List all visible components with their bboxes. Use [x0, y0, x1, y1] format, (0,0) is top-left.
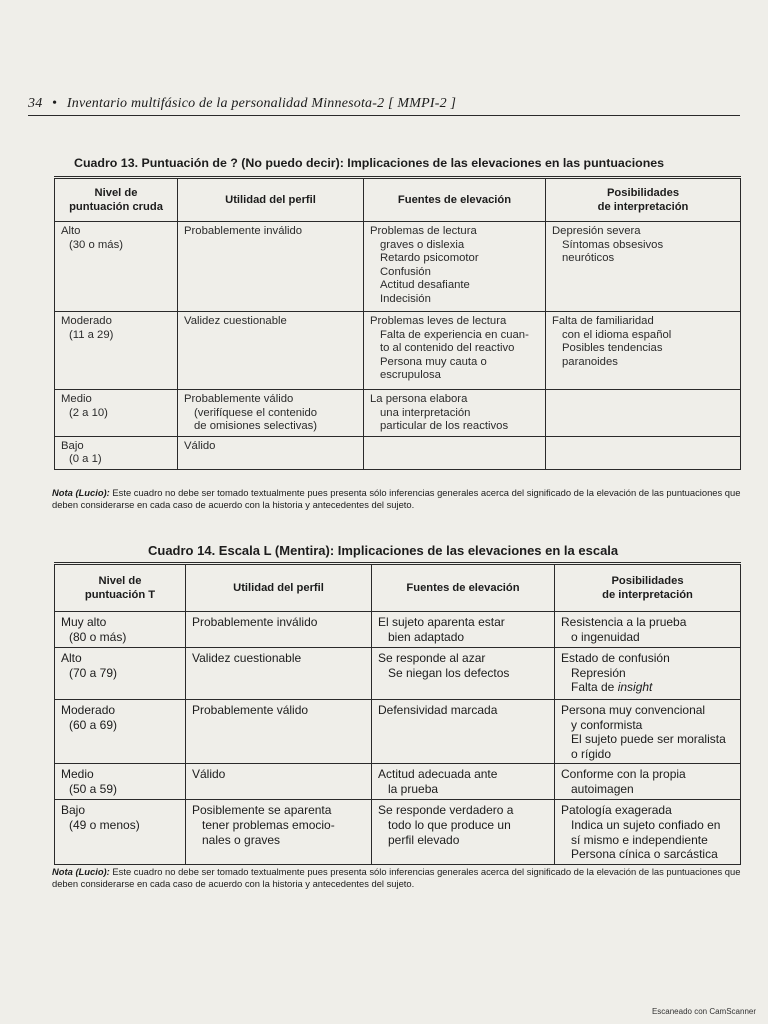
cell-line: Posiblemente se aparenta	[192, 803, 332, 818]
cell-fuentes	[372, 648, 555, 700]
cell-line: nales o graves	[202, 832, 281, 847]
cell-line: Probablemente válido	[184, 393, 294, 405]
table-row	[55, 222, 741, 312]
cell-posibilidades	[546, 436, 741, 469]
cell-line: bien adaptado	[388, 629, 465, 644]
cell-line: Depresión severa	[552, 225, 641, 237]
cell-line: Persona cínica o sarcástica	[571, 847, 718, 862]
column-header	[555, 564, 741, 612]
cuadro14-table	[54, 562, 741, 865]
cell-line: Persona muy cauta o	[380, 355, 487, 368]
cell-line: Moderado	[61, 315, 112, 327]
column-header-line: Utilidad del perfil	[225, 193, 316, 206]
column-header	[55, 564, 186, 612]
note-label: Nota (Lucio):	[52, 487, 110, 498]
cell-line: Se responde verdadero a	[378, 803, 514, 818]
cell-line: Indecisión	[380, 292, 431, 305]
cell-fuentes	[372, 800, 555, 864]
cell-line: Síntomas obsesivos	[562, 238, 664, 251]
column-header-line: Posibilidades	[611, 575, 684, 588]
header-bullet: •	[52, 96, 58, 111]
cell-line: o rígido	[571, 746, 612, 761]
cell-utilidad	[186, 612, 372, 648]
cell-posibilidades	[555, 700, 741, 764]
cell-line: Se responde al azar	[378, 651, 486, 665]
cell-line: El sujeto puede ser moralista	[571, 732, 726, 747]
cell-line: (70 a 79)	[69, 665, 118, 680]
cell-line: (49 o menos)	[69, 817, 140, 832]
table-header-row	[55, 178, 741, 222]
cell-line: to al contenido del reactivo	[380, 342, 515, 355]
cell-utilidad	[178, 222, 364, 312]
cell-utilidad	[178, 436, 364, 469]
cell-line: Probablemente inválido	[184, 225, 303, 237]
cell-line: (2 a 10)	[69, 406, 108, 419]
column-header	[55, 178, 178, 222]
column-header-line: Utilidad del perfil	[233, 581, 324, 594]
cuadro13-table	[54, 176, 741, 470]
cell-posibilidades	[555, 764, 741, 800]
cell-line: Validez cuestionable	[184, 315, 287, 327]
cell-line: Probablemente válido	[192, 703, 309, 717]
cell-nivel	[55, 222, 178, 312]
cuadro14-note	[52, 866, 762, 889]
cell-posibilidades	[555, 648, 741, 700]
column-header-line: puntuación cruda	[69, 200, 163, 213]
note-text: Este cuadro no debe ser tomado textualmente pues presenta sólo inferencias generales acerca del significado de la elevación de las puntuaciones que deben considerarse en cada caso de acuerdo con la historia y antecedentes del sujeto.	[52, 866, 741, 889]
cell-line: tener problemas emocio-	[202, 817, 335, 832]
cell-line: Medio	[61, 767, 94, 782]
column-header	[178, 178, 364, 222]
cell-line: Validez cuestionable	[192, 651, 302, 665]
cell-line: Resistencia a la prueba	[561, 615, 687, 629]
table-row	[55, 648, 741, 700]
cell-utilidad	[186, 764, 372, 800]
cell-nivel	[55, 800, 186, 864]
cell-fuentes	[364, 436, 546, 469]
cell-nivel	[55, 764, 186, 800]
cell-line: Indica un sujeto confiado en	[571, 817, 721, 832]
cell-nivel	[55, 648, 186, 700]
cell-posibilidades	[546, 222, 741, 312]
cell-line: Bajo	[61, 803, 86, 818]
table-row	[55, 390, 741, 437]
cell-line: graves o dislexia	[380, 238, 465, 251]
table-row	[55, 700, 741, 764]
cell-fuentes	[364, 312, 546, 390]
cell-line: El sujeto aparenta estar	[378, 615, 505, 629]
table-row	[55, 764, 741, 800]
cell-line: Persona muy convencional	[561, 703, 706, 717]
cell-line: Alto	[61, 651, 82, 665]
cuadro14-title: Cuadro 14. Escala L (Mentira): Implicaciones de las elevaciones en la escala	[148, 543, 619, 558]
cell-fuentes	[372, 612, 555, 648]
cell-line: o ingenuidad	[571, 629, 640, 644]
cell-line: de omisiones selectivas)	[194, 420, 318, 433]
column-header	[546, 178, 741, 222]
cell-line: (50 a 59)	[69, 781, 118, 796]
column-header	[186, 564, 372, 612]
note-text: Este cuadro no debe ser tomado textualmente pues presenta sólo inferencias generales acerca del significado de la elevación de las puntuaciones que deben considerarse en cada caso de acuerdo con la historia y antecedentes del sujeto.	[52, 487, 741, 510]
cell-line: Válido	[184, 439, 216, 452]
cell-utilidad	[186, 700, 372, 764]
cell-line: con el idioma español	[562, 328, 672, 341]
column-header-line: Fuentes de elevación	[406, 581, 520, 594]
cell-line: Probablemente inválido	[192, 615, 318, 629]
page-number: 34	[28, 96, 43, 111]
cell-line: Falta de insight	[571, 680, 653, 695]
scanner-watermark: Escaneado con CamScanner	[651, 1007, 756, 1016]
cell-line: Patología exagerada	[561, 803, 672, 818]
column-header-line: Nivel de	[94, 187, 138, 200]
cell-line: Conforme con la propia	[561, 767, 686, 782]
cell-posibilidades	[555, 800, 741, 864]
cell-line: Problemas de lectura	[370, 225, 477, 237]
cell-line: Problemas leves de lectura	[370, 315, 507, 327]
cell-nivel	[55, 612, 186, 648]
column-header-line: Posibilidades	[606, 187, 680, 200]
table-header-row	[55, 564, 741, 612]
cell-posibilidades	[555, 612, 741, 648]
cell-nivel	[55, 312, 178, 390]
cell-nivel	[55, 700, 186, 764]
cell-nivel	[55, 390, 178, 437]
column-header-line: Nivel de	[98, 575, 142, 588]
cell-line: Bajo	[61, 439, 84, 452]
running-header	[28, 96, 740, 116]
cell-line: Estado de confusión	[561, 651, 670, 665]
cell-line: Posibles tendencias	[562, 342, 663, 355]
cell-line: (verifíquese el contenido	[194, 406, 318, 419]
cell-line: neuróticos	[562, 252, 615, 265]
column-header-line: Fuentes de elevación	[397, 193, 512, 206]
table-row	[55, 800, 741, 864]
cell-fuentes	[372, 764, 555, 800]
note-label: Nota (Lucio):	[52, 866, 110, 877]
cell-line: todo lo que produce un	[388, 817, 511, 832]
cell-line: una interpretación	[380, 406, 471, 419]
column-header-line: de interpretación	[597, 200, 689, 213]
cuadro13-note	[52, 487, 762, 510]
cell-line: (80 o más)	[69, 629, 127, 644]
cell-posibilidades	[546, 390, 741, 437]
cell-fuentes	[372, 700, 555, 764]
cell-line: Actitud adecuada ante	[378, 767, 498, 782]
cell-line: Se niegan los defectos	[388, 665, 510, 680]
cell-utilidad	[186, 648, 372, 700]
table-row	[55, 312, 741, 390]
cell-line: la prueba	[388, 781, 439, 796]
running-title: Inventario multifásico de la personalidad Minnesota-2 [ MMPI-2 ]	[66, 96, 457, 111]
cell-line: (0 a 1)	[69, 453, 102, 466]
cell-line: Moderado	[61, 703, 116, 717]
cell-line: La persona elabora	[370, 393, 468, 405]
column-header	[372, 564, 555, 612]
cell-line: y conformista	[571, 717, 643, 732]
cell-line: sí mismo e independiente	[571, 832, 708, 847]
cell-utilidad	[178, 312, 364, 390]
cell-line: Retardo psicomotor	[380, 252, 479, 265]
cell-line: Confusión	[380, 265, 431, 278]
cuadro13-title: Cuadro 13. Puntuación de ? (No puedo decir): Implicaciones de las elevaciones en las puntuaciones	[74, 156, 665, 170]
cell-line: Falta de familiaridad	[552, 315, 654, 327]
table-row	[55, 436, 741, 469]
column-header-line: de interpretación	[602, 588, 693, 601]
cell-line: escrupulosa	[380, 369, 441, 382]
cell-line: Válido	[192, 767, 226, 782]
cell-line: Alto	[61, 225, 81, 237]
cell-line: particular de los reactivos	[380, 420, 509, 433]
cell-fuentes	[364, 222, 546, 312]
cell-line: Represión	[571, 665, 626, 680]
column-header-line: puntuación T	[84, 588, 156, 601]
cell-line: perfil elevado	[388, 832, 460, 847]
cell-line: paranoides	[562, 355, 618, 368]
cell-line: Falta de experiencia en cuan-	[380, 328, 529, 341]
cell-line: autoimagen	[571, 781, 634, 796]
column-header	[364, 178, 546, 222]
cell-line: (11 a 29)	[69, 328, 114, 341]
cell-line: Muy alto	[61, 615, 107, 629]
cell-line: (30 o más)	[69, 238, 123, 251]
cell-nivel	[55, 436, 178, 469]
cell-line: Defensividad marcada	[378, 703, 498, 717]
cell-line: Actitud desafiante	[380, 279, 470, 292]
cell-line: (60 a 69)	[69, 717, 118, 732]
table-row	[55, 612, 741, 648]
cell-line: Medio	[61, 393, 92, 405]
cell-utilidad	[178, 390, 364, 437]
cell-utilidad	[186, 800, 372, 864]
cell-fuentes	[364, 390, 546, 437]
cell-posibilidades	[546, 312, 741, 390]
